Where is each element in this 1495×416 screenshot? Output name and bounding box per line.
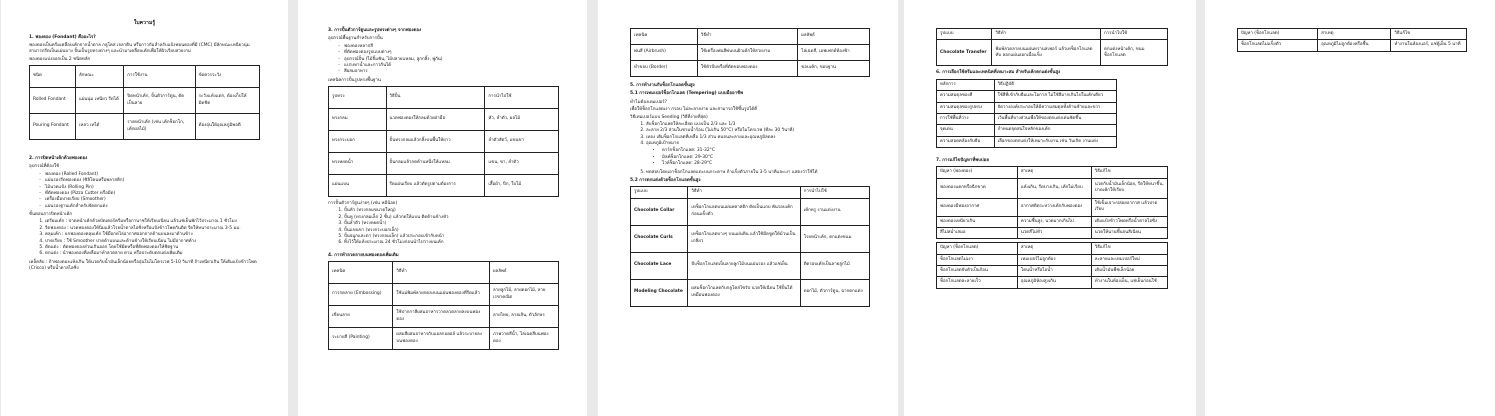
table-cell: หัว, ลำตัว, ผลไม้ xyxy=(485,109,559,131)
table-row xyxy=(937,40,1168,66)
table-cell: แห้งเกิน, รีดบางเกิน, เค้กไม่เรียบ xyxy=(1017,178,1091,198)
list-item: 4. ปั้นแขนขา (ทรงกระบอกเล็ก) xyxy=(344,228,559,234)
list-item: 2. รีดฟองดอง : นวดฟองดองให้นิ่มแล้วโรยน้ำตาลไอซิ่งหรือแป้งข้าวโพดกันติด รีดให้หนาประมาณ 3-5 มม. xyxy=(45,226,260,232)
chocolate-decor-table-continued xyxy=(936,28,1168,66)
table-cell: เว้นพื้นที่บางส่วนเพื่อให้ของตกแต่งเด่นชัดขึ้น xyxy=(994,113,1116,124)
tip-text: เคล็ดลับ : ถ้าฟองดองแห้งเกิน ให้นวดกับน้ำมันเล็กน้อยหรืออุ่นในไมโครเวฟ 5-10 วินาที ถ้าเหนียวเกิน ให้เติมแป้งข้าวโพด (Crisco) หรือน้ำตาลไอซิ่ง xyxy=(29,259,257,272)
table-cell: เติมน้ำมันพืชเล็กน้อย xyxy=(1091,266,1167,277)
table-cell: ดอกไม้, ตัวการ์ตูน, ฉากตกแต่ง xyxy=(800,279,869,306)
section-3-heading: 3. การปั้นตัวการ์ตูนและรูปทรงต่างๆ จากฟองดอง xyxy=(328,28,422,33)
table-cell: แผ่นแบน xyxy=(329,175,387,197)
table-cell: ภาพวาดสีน้ำ, ไล่เฉดสีบนฟองดอง xyxy=(489,328,558,350)
tools-list xyxy=(29,172,260,210)
list-item: 1. สับช็อกโกแลตให้ละเอียด แบ่งเป็น 2/3 และ 1/3 xyxy=(646,122,870,128)
table-header-cell: การนำไปใช้ xyxy=(485,87,559,109)
document-page-1 xyxy=(1,0,288,416)
table-header-cell: วิธีทำ xyxy=(992,29,1101,40)
table-cell: ผสมสีผสมอาหารกับแอลกอฮอล์ แล้วระบายลงบนฟองดอง xyxy=(393,328,490,350)
section-5-1-heading: 5.1 การเทมเปอร์ช็อกโกแลต (Tempering) แบบมืออาชีพ xyxy=(630,91,744,97)
table-cell: โดนน้ำหรือไอน้ำ xyxy=(1017,266,1091,277)
table-cell: นวดสีไม่ทั่ว xyxy=(1017,227,1091,238)
table-cell: ลายลูกไม้, ลายดอกไม้, ลายเรขาคณิต xyxy=(489,284,558,306)
list-item: 4. ปาดเรียบ : ใช้ Smoother ปาดด้านบนและด้านข้างให้เรียบเนียน ไม่มีอากาศค้าง xyxy=(45,239,260,245)
table-row xyxy=(937,216,1168,227)
table-header-cell: วิธีแก้ไข xyxy=(1091,243,1167,254)
table-cell: โรยหน้าเค้ก, ตกแต่งขนม xyxy=(800,225,869,252)
shapes-label: เทคนิคการปั้นรูปทรงพื้นฐาน xyxy=(328,77,381,83)
table-row xyxy=(937,227,1168,238)
table-cell: Modeling Chocolate xyxy=(631,279,688,306)
table-cell: เติมแป้งข้าวโพดหรือน้ำตาลไอซิ่ง xyxy=(1091,216,1167,227)
table-cell: เขียนลาย xyxy=(329,306,393,328)
table-header-row xyxy=(631,29,870,45)
table-row xyxy=(30,114,260,140)
table-header-cell: ผลลัพธ์ xyxy=(489,262,558,284)
list-item: - อุปกรณ์ปั้น (ไม้จิ้มฟัน, ไม้ปลายแหลม, ลูกกลิ้ง, พู่กัน) xyxy=(344,57,559,63)
list-item: 3. ปั้นลำตัว (ทรงหยดน้ำ) xyxy=(344,221,559,227)
table-cell: การกดลาย (Embossing) xyxy=(329,284,393,306)
table-header-row xyxy=(937,167,1168,178)
table-header-row xyxy=(631,187,870,198)
table-cell: ความสมดุลของรูปทรง xyxy=(937,102,995,113)
list-item: 6. ทิ้งไว้ให้แห้งประมาณ 24 ชั่วโมงก่อนนำไปวางบนเค้ก xyxy=(344,240,559,246)
table-cell: ช็อกโกแลตไม่แข็งตัว xyxy=(1238,40,1318,51)
document-title: ใบความรู้ xyxy=(133,20,156,26)
table-cell: รีดแผ่นเรียบ แล้วตัดรูปตามต้องการ xyxy=(386,175,485,197)
character-label: การปั้นตัวการ์ตูนง่ายๆ (เช่น หมีน้อย) xyxy=(328,201,398,206)
techniques-table-continued xyxy=(630,28,870,77)
table-cell: เลือกของตกแต่งให้เหมาะกับงาน เช่น วันเกิด งานแต่ง xyxy=(994,136,1116,147)
chocolate-decor-table xyxy=(630,186,870,306)
table-cell: ขอบเค้ก, ขอบฐาน xyxy=(798,61,870,77)
table-cell: ผสมช็อกโกแลตกับกลูโคสไซรัป นวดให้เนียน ใช้ปั้นได้เหมือนฟองดอง xyxy=(688,279,800,306)
table-header-cell: ชนิด xyxy=(30,66,76,88)
table-row xyxy=(329,109,559,131)
table-header-cell: สาเหตุ xyxy=(1318,29,1391,40)
list-item: - สีผสมอาหาร xyxy=(344,69,559,75)
table-cell: Chocolate Curls xyxy=(631,225,688,252)
table-cell: ระบายสี (Painting) xyxy=(329,328,393,350)
section-2-heading: 2. การปิดหน้าเค้กด้วยฟองดอง xyxy=(29,156,88,162)
list-item: • ดาร์กช็อกโกแลต: 31-32°C xyxy=(662,148,870,154)
table-header-row xyxy=(937,79,1117,90)
table-row xyxy=(631,252,870,279)
table-header-cell: การใช้งาน xyxy=(124,66,195,88)
table-row xyxy=(937,254,1168,265)
tempering-steps-list xyxy=(630,122,870,176)
table-row xyxy=(631,198,870,225)
section-1-subtext: ฟองดองแบ่งออกเป็น 2 ชนิดหลัก xyxy=(29,56,91,62)
table-cell: ใช้แม่พิมพ์ลายกดลงบนแผ่นฟองดองที่รีดแล้ว xyxy=(393,284,490,306)
table-cell: ทำงานในห้องแอร์, แช่ตู้เย็น 5 นาที xyxy=(1391,40,1467,51)
tools-list xyxy=(328,44,559,76)
section-4-heading: 4. การทำลวดลายบนฟองดองเพิ่มเติม xyxy=(328,252,399,258)
table-cell: ช็อกโกแลตไม่เงา xyxy=(937,254,1018,265)
table-cell: กำหนดจุดสนใจหลักของเค้ก xyxy=(994,125,1116,136)
table-cell: ลายไทย, ลายเส้น, ตัวอักษร xyxy=(489,306,558,328)
table-row xyxy=(937,113,1117,124)
table-cell: เสื้อผ้า, ปีก, ใบไม้ xyxy=(485,175,559,197)
table-row xyxy=(937,136,1117,147)
table-header-cell: ปัญหา (ฟองดอง) xyxy=(937,167,1018,178)
table-header-row xyxy=(937,243,1168,254)
table-cell: Chocolate Lace xyxy=(631,252,688,279)
list-item: 2. ละลาย 2/3 ส่วนในชามน้ำร้อน (ไม่เกิน 50°C) หรือไมโครเวฟ (ทีละ 30 วินาที) xyxy=(646,128,870,134)
table-cell: ติดรอบเค้กเป็นลายลูกไม้ xyxy=(800,252,869,279)
table-cell: นวดกับน้ำมันเล็กน้อย, รีดให้หนาขึ้น, ปาดเค้กให้เรียบ xyxy=(1091,178,1167,198)
list-item: 3. คลุมเค้ก : ยกฟองดองคลุมเค้ก ใช้มือกดไล่อากาศออกจากด้านบนลงมาด้านข้าง xyxy=(45,232,260,238)
shapes-table xyxy=(328,86,559,197)
table-cell: จุดเด่น xyxy=(937,125,995,136)
table-cell: เทช็อกโกแลตบนแผ่นพลาสติก ตัดเป็นแถบ พันรอบเค้กก่อนแข็งตัว xyxy=(688,198,800,225)
table-header-row xyxy=(329,87,559,109)
table-cell: Chocolate Transfer xyxy=(937,40,992,66)
table-cell: Pouring Fondant xyxy=(30,114,76,140)
table-header-cell: วิธีแก้ไข xyxy=(1391,29,1467,40)
table-cell: อุณหภูมิห้องสูงเกิน xyxy=(1017,277,1091,288)
list-item: - ที่ตัดฟองดองรูปแบบต่างๆ xyxy=(344,50,559,56)
table-cell: ช็อกโกแลตละลายเร็ว xyxy=(937,277,1018,288)
table-row xyxy=(1238,40,1467,51)
table-cell: อุณหภูมิไม่ถูกต้องหรือชื้น xyxy=(1318,40,1391,51)
chocolate-problems-table-continued xyxy=(1237,28,1467,52)
list-item: 6. ตกแต่ง : นำฟองดองที่เหลือมาทำลวดลาย ตาม หรือประดับตกแต่งเพิ่มเติม xyxy=(45,251,260,257)
table-cell: อากาศติดระหว่างเค้กกับฟองดอง xyxy=(1017,198,1091,216)
list-item: • มิลค์ช็อกโกแลต: 29-30°C xyxy=(662,155,870,161)
table-cell: ความสอดคล้องกับธีม xyxy=(937,136,995,147)
table-row xyxy=(30,88,260,114)
list-item: - แผ่นรองรีดฟองดอง (ซิลิโคนหรือพลาสติก) xyxy=(45,178,260,184)
list-item: 5. ปั้นจมูกและตา (ทรงกลมเล็ก) แล้วประกอบเข้ากับหน้า xyxy=(344,234,559,240)
table-cell: ทำขอบ (Border) xyxy=(631,61,698,77)
table-header-cell: รูปแบบ xyxy=(937,29,992,40)
list-item: 1. เตรียมเค้ก : ปาดหน้าเค้กด้วยบัตเตอร์ครีมหรือกานาชให้เรียบเนียน แล้วแช่เย็นพักไว้ประมาณ 1 ชั่วโมง xyxy=(45,219,260,225)
table-row xyxy=(937,125,1117,136)
table-header-cell: ผลลัพธ์ xyxy=(798,29,870,45)
table-cell: ใช้สีที่เข้ากับธีมและโอกาส ไม่ใช้สีมากเกินไปในเค้กเดียว xyxy=(994,91,1116,102)
table-cell: ต้องอุ่นให้อุณหภูมิพอดี xyxy=(195,114,259,140)
table-cell: การใช้พื้นที่ว่าง xyxy=(937,113,995,124)
table-row xyxy=(937,91,1117,102)
table-header-row xyxy=(30,66,260,88)
table-header-cell: วิธีทำ xyxy=(697,29,797,45)
table-cell: ละลายและเทมเปอร์ใหม่ xyxy=(1091,254,1167,265)
table-row xyxy=(631,279,870,306)
list-item: 2. ปั้นหู (ทรงกลมเล็ก 2 ชิ้น) แล้วกดให้แบน ติดด้านข้างหัว xyxy=(344,215,559,221)
table-row xyxy=(937,266,1168,277)
table-header-cell: วิธีแก้ไข xyxy=(1091,167,1167,178)
table-cell: เค้กหรู งานแต่งงาน xyxy=(800,198,869,225)
character-steps-list xyxy=(328,208,559,246)
tools-label: อุปกรณ์ที่ต้องใช้ xyxy=(29,164,60,170)
document-page-5 xyxy=(1205,0,1495,416)
table-cell: เหลว เทได้ xyxy=(76,114,124,140)
table-cell: ไล่เฉดสี, เอฟเฟกต์ท้องฟ้า xyxy=(798,45,870,61)
table-cell: ใช้หัวบีบหรือที่ตัดขอบฟองดอง xyxy=(697,61,797,77)
table-cell: ฟองดองเหนียวเกิน xyxy=(937,216,1018,227)
list-item: - เครื่องมือปาดเรียบ (Smoother) xyxy=(45,197,260,203)
table-row xyxy=(329,131,559,153)
steps-label: ขั้นตอนการปิดหน้าเค้ก xyxy=(29,212,73,218)
table-cell: แขน, ขา, ลำตัว xyxy=(485,153,559,175)
section-5-heading: 5. การทำงานกับช็อกโกแลตขั้นสูง xyxy=(630,83,695,88)
section-7-heading: 7. การแก้ไขปัญหาที่พบบ่อย xyxy=(936,158,989,163)
table-header-cell: วิธีทำ xyxy=(688,187,800,198)
table-row xyxy=(329,328,559,350)
temperature-list xyxy=(646,148,870,167)
table-cell: ตกแต่งหน้าเค้ก, ขนมช็อกโกแลต xyxy=(1101,40,1168,66)
document-page-3 xyxy=(598,0,898,416)
table-cell: ความชื้นสูง, นวดมากเกินไป xyxy=(1017,216,1091,227)
steps-list xyxy=(29,219,260,257)
table-cell: จัดวางองค์ประกอบให้มีความสมดุลทั้งด้านซ้ายและขวา xyxy=(994,102,1116,113)
tempering-text: เพื่อให้ช็อกโกแลตเงา กรอบ ไม่ละลายง่าย และสามารถใช้ขึ้นรูปได้ดี xyxy=(630,107,758,113)
table-header-cell: เทคนิค xyxy=(631,29,698,45)
list-item: 1. ปั้นหัว (ทรงกลมขนาดใหญ่) xyxy=(344,208,559,214)
table-row xyxy=(937,102,1117,113)
table-cell: พ่นสี (Airbrush) xyxy=(631,45,698,61)
table-header-cell: การนำไปใช้ xyxy=(1101,29,1168,40)
list-item: - แผ่นรองฐานเค้กสำหรับจัดตกแต่ง xyxy=(45,204,260,210)
list-item: 5. ทดสอบโดยเอาช็อกโกแลตแตะบนกระดาษ ถ้าแข็งตัวภายใน 3-5 นาทีและเงา แสดงว่าใช้ได้ xyxy=(646,170,870,176)
table-header-row xyxy=(937,29,1168,40)
table-header-cell: สาเหตุ xyxy=(1017,243,1091,254)
table-header-cell: รูปแบบ xyxy=(631,187,688,198)
table-row xyxy=(937,277,1168,288)
table-row xyxy=(329,306,559,328)
table-cell: ทรงหยดน้ำ xyxy=(329,153,387,175)
table-header-cell: ลักษณะ xyxy=(76,66,124,88)
table-header-cell: สาเหตุ xyxy=(1017,167,1091,178)
table-cell: ปิดหน้าเค้ก, ปั้นตัวการ์ตูน, ตัด เป็นลาย xyxy=(124,88,195,114)
table-cell: นวดฟองดองให้กลมด้วยฝ่ามือ xyxy=(386,109,485,131)
table-cell: ทรงกลม xyxy=(329,109,387,131)
table-header-cell: ข้อควรระวัง xyxy=(195,66,259,88)
list-item-label: อุณหภูมิเป้าหมาย xyxy=(646,141,679,146)
list-item: - ไม้นวดแป้ง (Rolling Pin) xyxy=(45,185,260,191)
table-row xyxy=(937,198,1168,216)
table-header-cell: วิธีทำ xyxy=(393,262,490,284)
list-item: - ฟองดองหลากสี xyxy=(344,44,559,50)
table-cell: ฟองดองแตกหรือฉีกขาด xyxy=(937,178,1018,198)
table-cell: Rolled Fondant xyxy=(30,88,76,114)
tempering-question: ทำไมต้องเทมเปอร์? xyxy=(630,99,667,105)
table-header-row xyxy=(1238,29,1467,40)
table-row xyxy=(937,178,1168,198)
table-row xyxy=(329,153,559,175)
list-item: • ไวท์ช็อกโกแลต: 28-29°C xyxy=(662,161,870,167)
table-row xyxy=(631,45,870,61)
list-item: - แปรงทาน้ำและกาวกินได้ xyxy=(344,63,559,69)
tools-label: อุปกรณ์พื้นฐานสำหรับการปั้น xyxy=(328,36,383,42)
table-cell: บีบช็อกโกแลตเป็นลายลูกไม้บนแผ่นรอง แล้วแช่เย็น xyxy=(688,252,800,279)
table-cell: ทรงกระบอก xyxy=(329,131,387,153)
list-item: 5. ตัดแต่ง : ตัดฟองดองส่วนเกินออก โดยใช้มีดหรือที่ตัดฟองดองให้ชิดฐาน xyxy=(45,245,260,251)
table-header-cell: เทคนิค xyxy=(329,262,393,284)
table-cell: ปั้นกลมแล้วกดด้านหนึ่งให้แหลม xyxy=(386,153,485,175)
section-1-heading: 1. ฟองดอง (Fondant) คืออะไร? xyxy=(29,34,96,40)
table-cell: ใช้ปากกาสีผสมอาหารวาดลวดลายลงบนฟองดอง xyxy=(393,306,490,328)
table-header-cell: หลักการ xyxy=(937,79,995,90)
table-cell: แผ่นนุ่ม เหนียว รีดได้ xyxy=(76,88,124,114)
table-cell: พิมพ์ลวดลายบนแผ่นทรานสเฟอร์ แล้วเทช็อกโกแลตทับ ลอกแผ่นออกเมื่อแข็ง xyxy=(992,40,1101,66)
table-cell: ความสมดุลของสี xyxy=(937,91,995,102)
table-header-cell: ปัญหา (ช็อกโกแลต) xyxy=(937,243,1018,254)
table-cell: สีไม่สม่ำเสมอ xyxy=(937,227,1018,238)
chocolate-problems-table xyxy=(936,242,1168,289)
list-item: - ฟองดอง (Rolled Fondant) xyxy=(45,172,260,178)
table-header-row xyxy=(329,262,559,284)
table-header-cell: วิธีปั้น xyxy=(386,87,485,109)
table-cell: Chocolate Collar xyxy=(631,198,688,225)
table-header-cell: รูปทรง xyxy=(329,87,387,109)
fondant-problems-table xyxy=(936,166,1168,239)
table-row xyxy=(329,284,559,306)
table-cell: ใช้เครื่องพ่นสีพ่นบนผิวเค้กให้สวยงาม xyxy=(697,45,797,61)
tempering-method: วิธีเทมเปอร์แบบ Seeding (วิธีที่ง่ายที่สุด) xyxy=(630,114,708,120)
table-row xyxy=(631,225,870,252)
section-5-2-heading: 5.2 การตกแต่งด้วยช็อกโกแลตขั้นสูง xyxy=(630,177,701,183)
table-cell: ปั้นทรงกลมแล้วกลิ้งบนพื้นให้ยาว xyxy=(386,131,485,153)
list-item xyxy=(646,141,870,168)
table-cell: ฟองดองมีฟองอากาศ xyxy=(937,198,1018,216)
techniques-table xyxy=(328,261,559,350)
table-header-cell: การนำไปใช้ xyxy=(800,187,869,198)
table-header-cell: วิธีปฏิบัติ xyxy=(994,79,1116,90)
table-header-cell: ปัญหา (ช็อกโกแลต) xyxy=(1238,29,1318,40)
table-cell: เทมเปอร์ไม่ถูกต้อง xyxy=(1017,254,1091,265)
design-principles-table xyxy=(936,79,1117,148)
table-cell: ช็อกโกแลตจับตัวเป็นก้อน xyxy=(937,266,1018,277)
table-row xyxy=(631,61,870,77)
table-cell: ใช้เข็มเจาะปล่อยอากาศ แล้วปาดเรียบ xyxy=(1091,198,1167,216)
table-cell: ราดหน้าเค้ก (เช่น เค้กช็อกโก, เค้กผลไม้) xyxy=(124,114,195,140)
list-item: 3. เทอง เติมช็อกโกแลตที่เหลือ 1/3 ส่วน คนจนละลายและอุณหภูมิลดลง xyxy=(646,135,870,141)
table-cell: ระวังแห้งแตก, ต้องเก็บให้มิดชิด xyxy=(195,88,259,114)
section-6-heading: 6. การเลือกใช้ครีมและเทคนิคที่เหมาะสม สำหรับเค้กตกแต่งขั้นสูง xyxy=(936,70,1061,76)
fondant-types-table xyxy=(29,65,260,140)
document-page-4 xyxy=(904,0,1196,416)
section-1-text: ฟองดองเป็นครีมเคลือบเค้กจากน้ำตาล กลูโคส เจลาติน หรือกาวกัมสำหรับแป้งฟอนดองที่มี (CMC) มีลักษณะเหนียวนุ่ม สามารถรีดเป็นแผ่นบาง ปั้นเป็นรูปทรงต่างๆ และนำมาเคลือบเค้กเพื่อให้ผิวเรียบสวยงาม xyxy=(29,42,250,55)
table-row xyxy=(329,175,559,197)
table-cell: เทช็อกโกแลตบางๆ บนแผ่นหิน แล้วใช้มีดขูดให้ม้วนเป็นเกลียว xyxy=(688,225,800,252)
table-cell: ทำงานในห้องเย็น, แช่เย็นก่อนใช้ xyxy=(1091,277,1167,288)
list-item: - ที่ตัดฟองดอง (Pizza Cutter หรือมีด) xyxy=(45,191,260,197)
table-cell: นวดให้นานขึ้นจนสีเนียน xyxy=(1091,227,1167,238)
document-page-2 xyxy=(298,0,587,416)
table-cell: ลำตัวสัตว์, แขนขา xyxy=(485,131,559,153)
